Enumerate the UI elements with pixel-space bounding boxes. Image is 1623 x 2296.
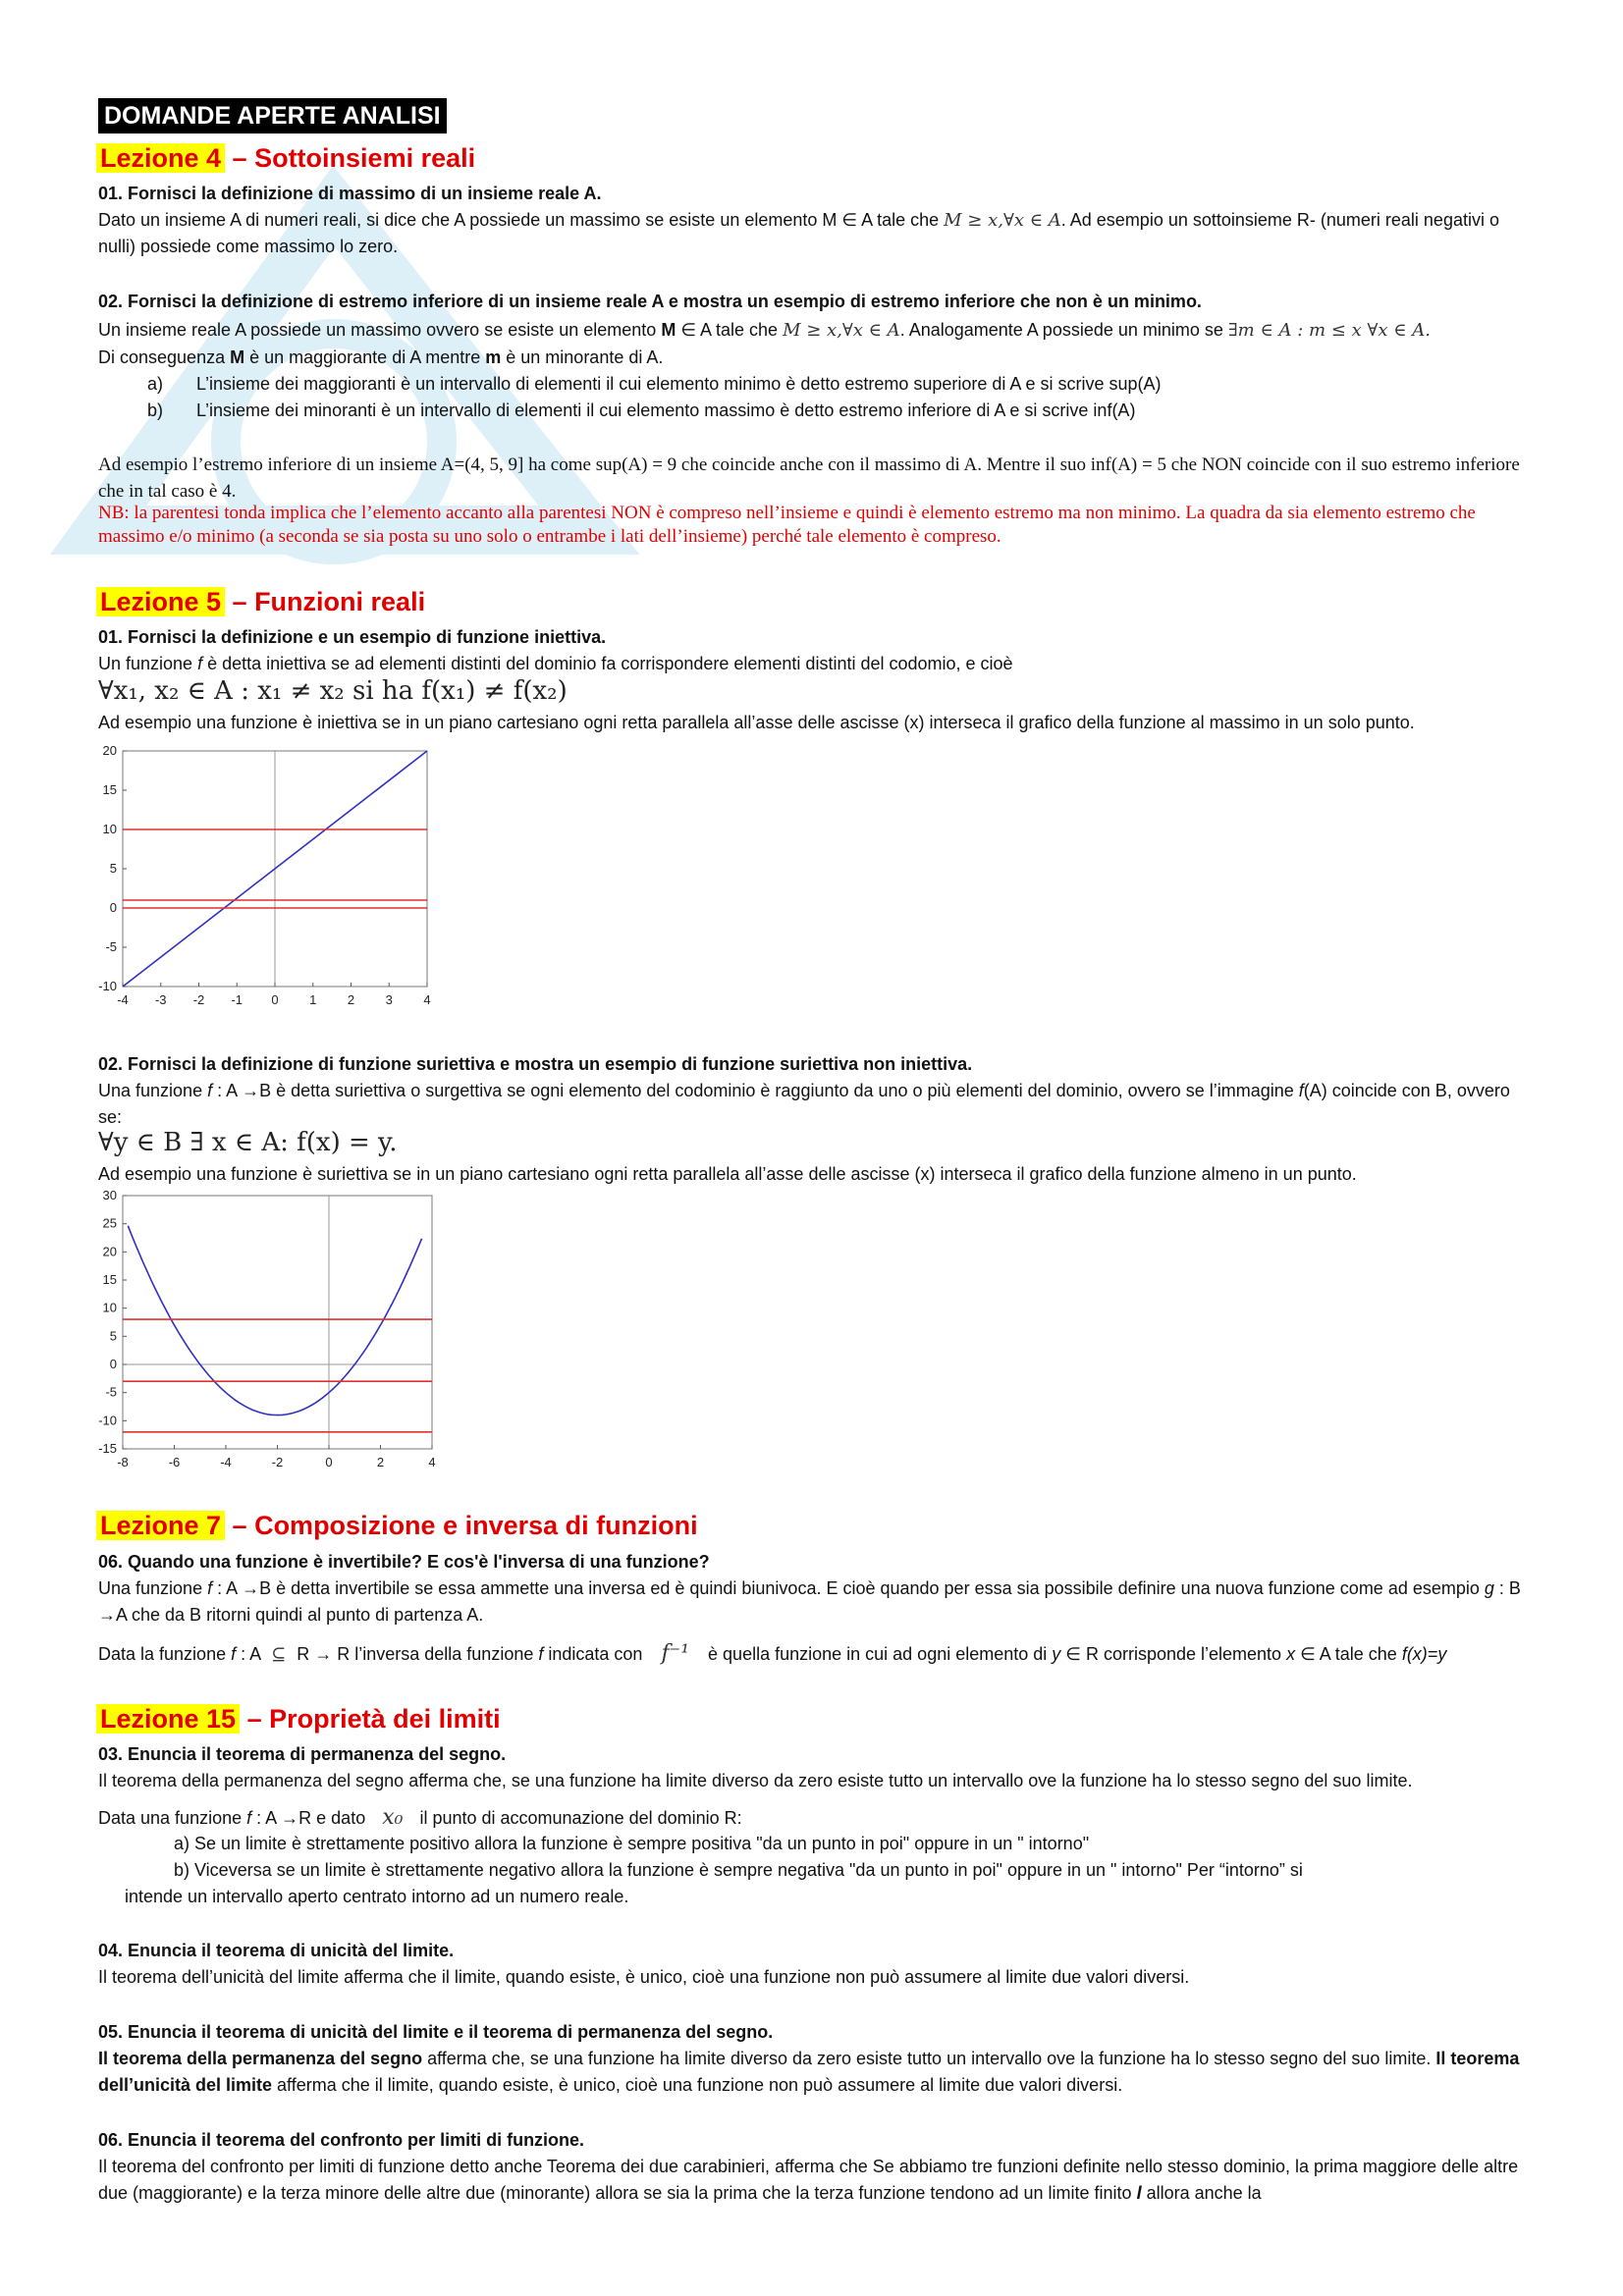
y-tick-label: -5	[105, 1384, 117, 1400]
answer-l15-05	[98, 2046, 1532, 2099]
question-l4-02: 02. Fornisci la definizione di estremo inferiore di un insieme reale A e mostra un esempio di estremo inferiore che non è un minimo.	[98, 292, 1202, 311]
x-tick-label: 2	[347, 992, 355, 1007]
math-formula: ∃m ∈ A : m ≤ x ∀x ∈ A.	[1227, 320, 1431, 341]
list-item-continuation: intende un intervallo aperto centrato intorno ad un numero reale.	[125, 1887, 629, 1906]
x-tick-label: -2	[271, 1455, 284, 1469]
section-name: – Funzioni reali	[232, 587, 426, 616]
answer-text: indicata con	[543, 1644, 648, 1664]
answer-l15-03: Il teorema della permanenza del segno afferma che, se una funzione ha limite diverso da zero esiste tutto un intervallo ove la funzione ha lo stesso segno del suo limite.	[98, 1771, 1413, 1790]
y-tick-label: 0	[109, 900, 117, 915]
x-tick-label: 4	[428, 1455, 436, 1469]
chart-surjective	[83, 1186, 447, 1480]
question-l5-02: 02. Fornisci la definizione di funzione suriettiva e mostra un esempio di funzione suriettiva non iniettiva.	[98, 1054, 973, 1074]
italic-symbol: f	[197, 654, 203, 673]
answer-text: Una funzione	[98, 1081, 208, 1100]
section-heading-lezione-5	[96, 584, 425, 619]
answer-text: afferma che, se una funzione ha limite diverso da zero esiste tutto un intervallo ove la funzione ha lo stesso segno del suo limite.	[422, 2049, 1436, 2068]
y-tick-label: 25	[102, 1215, 117, 1231]
y-tick-label: 15	[102, 1272, 117, 1287]
list-text: L’insieme dei maggioranti è un intervallo di elementi il cui elemento minimo è detto estremo superiore di A e si scrive sup(A)	[196, 374, 1162, 394]
italic-symbol: x	[1286, 1644, 1296, 1664]
x-tick-label: -3	[154, 992, 167, 1007]
section-heading-lezione-7	[96, 1508, 698, 1543]
y-tick-label: -10	[98, 979, 117, 993]
chart-surjective-svg	[83, 1186, 447, 1480]
italic-symbol: f	[207, 1081, 213, 1100]
answer-text: Data una funzione	[98, 1808, 247, 1828]
question-l4-01: 01. Fornisci la definizione di massimo di un insieme reale A.	[98, 184, 602, 203]
y-tick-label: 30	[102, 1188, 117, 1202]
y-tick-label: 20	[102, 1244, 117, 1259]
x-tick-label: 4	[423, 992, 431, 1007]
x-tick-label: 0	[325, 1455, 333, 1469]
answer-text: è un maggiorante di A mentre	[244, 347, 486, 367]
y-tick-label: 5	[109, 861, 117, 876]
italic-symbol: f(x)=y	[1401, 1644, 1447, 1664]
y-tick-label: 0	[109, 1357, 117, 1371]
italic-symbol: f	[1298, 1081, 1304, 1100]
y-tick-label: -5	[105, 939, 117, 954]
section-name: – Composizione e inversa di funzioni	[232, 1511, 698, 1540]
x-tick-label: 0	[271, 992, 279, 1007]
series-line	[128, 1226, 421, 1415]
section-number: Lezione 5	[96, 587, 225, 616]
list-item-b: b) Viceversa se un limite è strettamente negativo allora la funzione è sempre negativa "da un punto in poi" oppure in un " intorno" Per “intorno” si	[174, 1860, 1303, 1880]
x-tick-label: -1	[231, 992, 243, 1007]
answer-text: : A →B è detta suriettiva o surgettiva se ogni elemento del codominio è raggiunto da uno o più elementi del dominio, ovvero se l’immagine	[212, 1081, 1299, 1100]
answer-text: (A) coincide con B, ovvero se:	[98, 1081, 1510, 1127]
question-l15-04: 04. Enuncia il teorema di unicità del limite.	[98, 1941, 455, 1960]
answer-l4-02	[98, 317, 1532, 344]
question-l15-06: 06. Enuncia il teorema del confronto per limiti di funzione.	[98, 2130, 585, 2150]
y-tick-label: 20	[102, 743, 117, 758]
bold-term: Il teorema della permanenza del segno	[98, 2049, 423, 2068]
answer-text: Il teorema del confronto per limiti di funzione detto anche Teorema dei due carabinieri, afferma che Se abbiamo tre funzioni definite nello stesso dominio, la prima maggiore delle altre due (maggiorante) e la terza minore delle altre due (minorante) allora se sia la prima che la terza funzione tendono ad un limite finito	[98, 2157, 1519, 2203]
list-label: a)	[147, 374, 164, 394]
math-formula: x₀	[382, 1805, 404, 1830]
italic-symbol: g	[1484, 1578, 1494, 1598]
answer-text: è un minorante di A.	[501, 347, 664, 367]
list-item-a: a) Se un limite è strettamente positivo allora la funzione è sempre positiva "da un punto in poi" oppure in un " intorno"	[174, 1834, 1090, 1853]
x-tick-label: -2	[192, 992, 205, 1007]
answer-text: : A →R e dato	[251, 1808, 371, 1828]
answer-text: R → R l’inversa della funzione	[292, 1644, 539, 1664]
question-l5-01: 01. Fornisci la definizione e un esempio di funzione iniettiva.	[98, 627, 607, 647]
answer-text: Un funzione	[98, 654, 198, 673]
answer-text: . Analogamente A possiede un minimo se	[899, 320, 1228, 340]
chart-injective-svg	[83, 741, 447, 1016]
section-number: Lezione 4	[96, 143, 225, 173]
answer-text: il punto di accomunazione del dominio R:	[414, 1808, 742, 1828]
question-l7-06: 06. Quando una funzione è invertibile? E cos'è l'inversa di una funzione?	[98, 1552, 710, 1572]
x-tick-label: -4	[117, 992, 129, 1007]
answer-l5-01-example: Ad esempio una funzione è iniettiva se in un piano cartesiano ogni retta parallela all’asse delle ascisse (x) interseca il grafico della funzione al massimo in un solo punto.	[98, 713, 1415, 732]
answer-l5-02	[98, 1078, 1532, 1131]
answer-text: Una funzione	[98, 1578, 208, 1598]
math-formula: M ≥ x,∀x ∈ A	[944, 210, 1061, 231]
answer-text: afferma che il limite, quando esiste, è unico, cioè una funzione non può assumere al limite due valori diversi.	[272, 2075, 1123, 2095]
answer-l15-03-given	[98, 1804, 1532, 1832]
answer-text: : A →B è detta invertibile se essa ammette una inversa ed è quindi biunivoca. E cioè quando per essa sia possibile definire una nuova funzione come ad esempio	[212, 1578, 1485, 1598]
x-tick-label: -8	[117, 1455, 129, 1469]
answer-l15-06	[98, 2154, 1532, 2207]
bold-symbol: m	[485, 347, 502, 367]
subset-symbol: ⊆	[271, 1644, 287, 1665]
example-paragraph: Ad esempio l’estremo inferiore di un insieme A=(4, 5, 9] ha come sup(A) = 9 che coincide anche con il massimo di A. Mentre il suo inf(A) = 5 che NON coincide con il suo estremo inferiore che in tal caso è 4.	[98, 454, 1520, 502]
answer-text: è detta iniettiva se ad elementi distinti del dominio fa corrispondere elementi distinti del codomio, e cioè	[202, 654, 1013, 673]
answer-text: ∈ R corrisponde l’elemento	[1060, 1644, 1287, 1664]
answer-text: allora anche la	[1141, 2183, 1262, 2203]
answer-text: è quella funzione in cui ad ogni elemento di	[703, 1644, 1053, 1664]
question-l15-03: 03. Enuncia il teorema di permanenza del segno.	[98, 1744, 507, 1764]
answer-text: Un insieme reale A possiede un massimo ovvero se esiste un elemento	[98, 320, 662, 340]
x-tick-label: 1	[309, 992, 317, 1007]
italic-symbol: f	[538, 1644, 544, 1664]
bold-italic-symbol: l	[1136, 2183, 1142, 2203]
x-tick-label: -6	[168, 1455, 181, 1469]
italic-symbol: f	[231, 1644, 237, 1664]
italic-symbol: f	[246, 1808, 252, 1828]
math-formula: f⁻¹	[661, 1641, 690, 1666]
section-number: Lezione 7	[96, 1511, 225, 1540]
y-tick-label: 10	[102, 822, 117, 836]
answer-l15-04: Il teorema dell’unicità del limite afferma che il limite, quando esiste, è unico, cioè una funzione non può assumere al limite due valori diversi.	[98, 1967, 1190, 1987]
answer-text: : B →A che da B ritorni quindi al punto di partenza A.	[98, 1578, 1521, 1625]
list-text: L’insieme dei minoranti è un intervallo di elementi il cui elemento massimo è detto estremo inferiore di A e si scrive inf(A)	[196, 400, 1136, 420]
math-formula: M ≥ x,∀x ∈ A	[783, 320, 900, 341]
answer-l7-06	[98, 1575, 1532, 1629]
x-tick-label: 3	[385, 992, 393, 1007]
document-title: DOMANDE APERTE ANALISI	[98, 98, 447, 133]
answer-l7-06-inverse	[98, 1640, 1532, 1668]
answer-text: ∈ A tale che	[676, 320, 784, 340]
x-tick-label: 2	[376, 1455, 385, 1469]
section-heading-lezione-15	[96, 1701, 501, 1736]
list-label: b)	[147, 400, 164, 420]
answer-text: Dato un insieme A di numeri reali, si dice che A possiede un massimo se esiste un elemento M ∈ A tale che	[98, 210, 945, 230]
y-tick-label: 15	[102, 782, 117, 797]
nb-note: NB: la parentesi tonda implica che l’elemento accanto alla parentesi NON è compreso nell’insieme e quindi è elemento estremo ma non minimo. La quadra da sia elemento estremo che massimo e/o minimo (a seconda se sia posta su uno solo o entrambe i lati dell’insieme) perché tale elemento è compreso.	[98, 503, 1476, 547]
x-tick-label: -4	[220, 1455, 232, 1469]
list-item-b	[98, 398, 1532, 424]
answer-text: . Ad esempio un sottoinsieme R- (numeri reali negativi o nulli) possiede come massimo lo zero.	[98, 210, 1499, 256]
section-name: – Proprietà dei limiti	[246, 1704, 501, 1734]
answer-l5-02-example: Ad esempio una funzione è suriettiva se in un piano cartesiano ogni retta parallela all’asse delle ascisse (x) interseca il grafico della funzione almeno in un punto.	[98, 1164, 1357, 1184]
answer-text: Data la funzione	[98, 1644, 232, 1664]
y-tick-label: -10	[98, 1413, 117, 1428]
y-tick-label: -15	[98, 1441, 117, 1456]
section-number: Lezione 15	[96, 1704, 240, 1734]
answer-text: : A	[236, 1644, 266, 1664]
bold-symbol: M	[661, 320, 676, 340]
formula-injective: ∀x₁, x₂ ∈ A : x₁ ≠ x₂ si ha f(x₁) ≠ f(x₂)	[98, 676, 568, 706]
bold-symbol: M	[230, 347, 245, 367]
list-item-a	[98, 371, 1532, 398]
answer-text: Di conseguenza	[98, 347, 231, 367]
chart-injective	[83, 741, 447, 1016]
answer-l5-01	[98, 651, 1532, 677]
y-tick-label: 10	[102, 1300, 117, 1315]
question-l15-05: 05. Enuncia il teorema di unicità del limite e il teorema di permanenza del segno.	[98, 2022, 774, 2042]
section-name: – Sottoinsiemi reali	[232, 143, 476, 173]
answer-l4-02-line2	[98, 345, 1532, 371]
section-heading-lezione-4	[96, 140, 475, 176]
italic-symbol: f	[207, 1578, 213, 1598]
bold-term: Il teorema dell’unicità del limite	[98, 2049, 1520, 2095]
answer-text: ∈ A tale che	[1295, 1644, 1402, 1664]
y-tick-label: 5	[109, 1328, 117, 1344]
answer-l4-01	[98, 207, 1532, 260]
formula-surjective: ∀y ∈ B ∃ x ∈ A: f(x) = y.	[98, 1128, 398, 1157]
italic-symbol: y	[1052, 1644, 1061, 1664]
plot-frame	[123, 1196, 432, 1449]
